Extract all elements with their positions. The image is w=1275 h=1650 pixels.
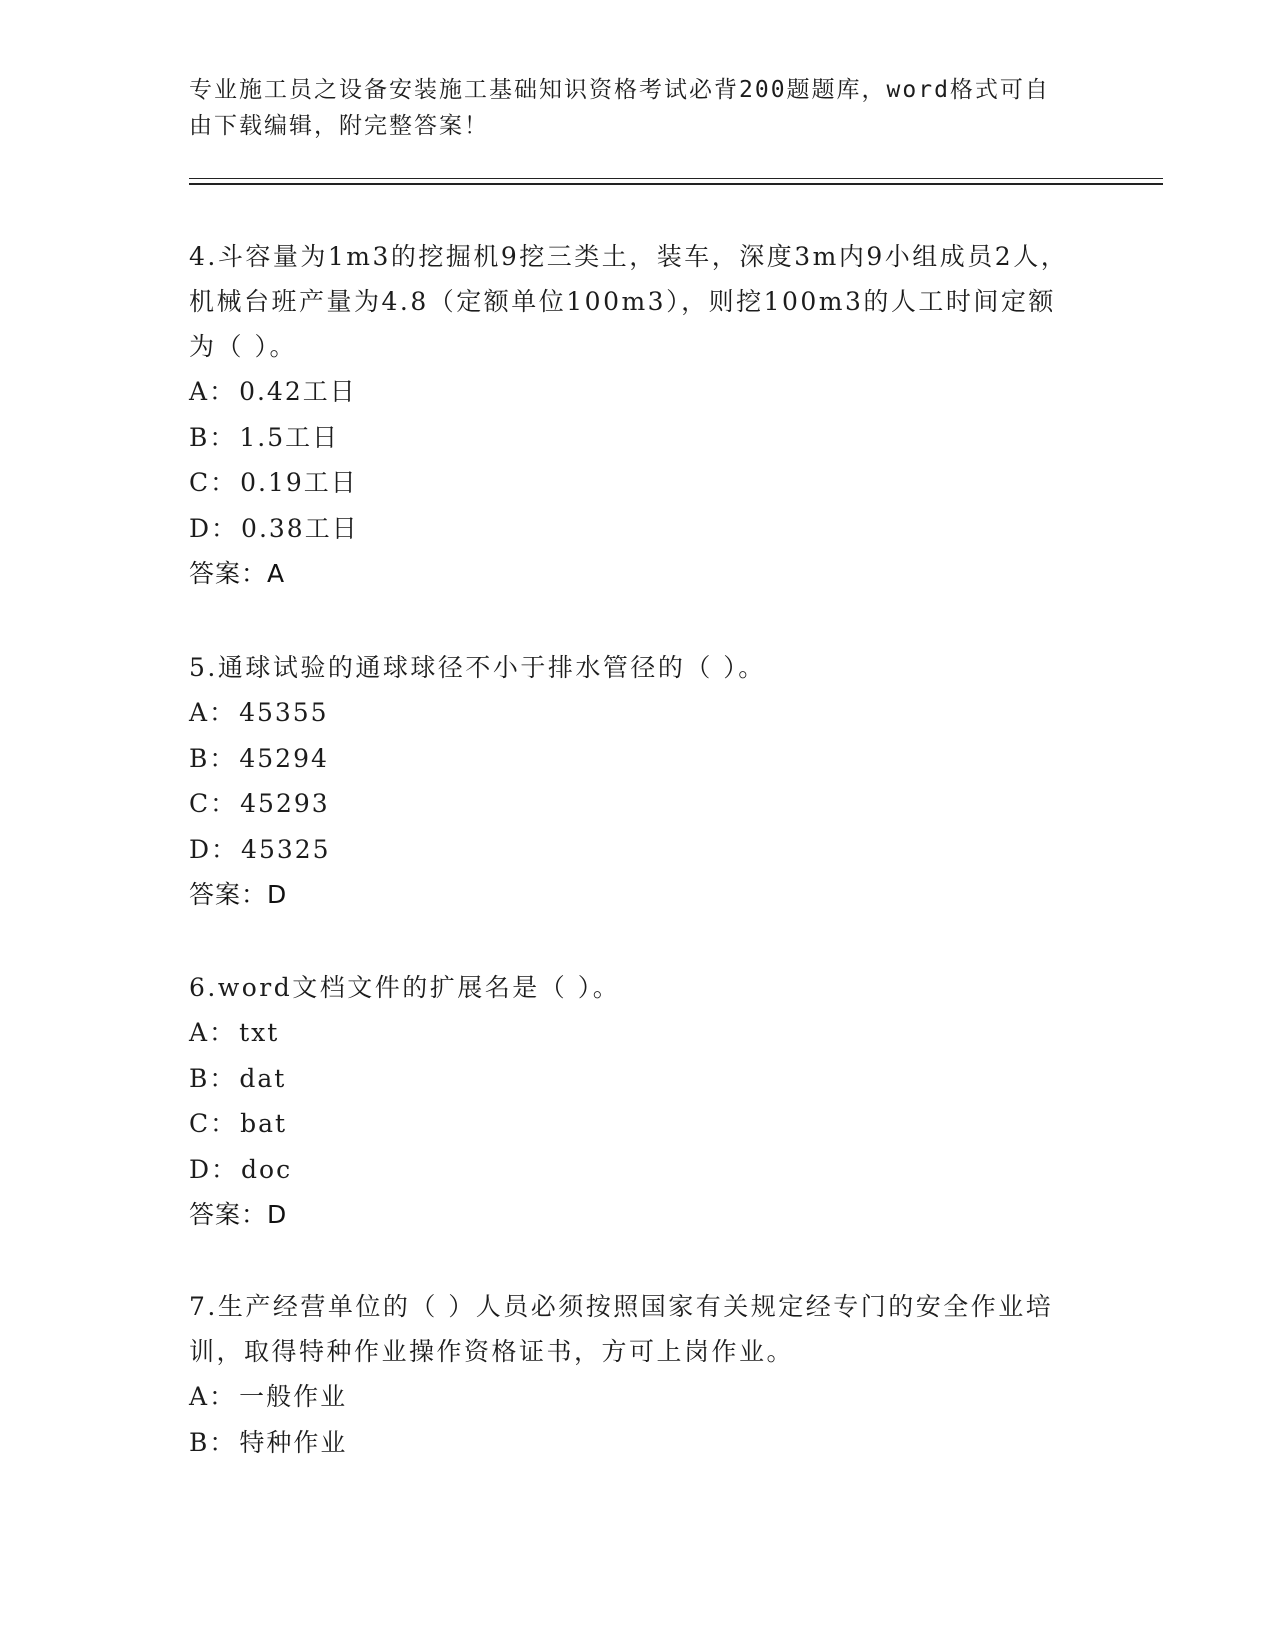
question-stem: 7.生产经营单位的（ ）人员必须按照国家有关规定经专门的安全作业培训，取得特种作业操作资格证书，方可上岗作业。 <box>189 1292 1054 1366</box>
option-separator: ： <box>209 1382 237 1411</box>
option-letter: C <box>189 1109 211 1138</box>
option-a <box>189 690 1069 736</box>
option-c <box>189 460 1069 506</box>
option-letter: B <box>189 1427 210 1457</box>
question-4 <box>189 234 1069 596</box>
option-b <box>189 736 1069 782</box>
option-separator: ： <box>209 377 237 406</box>
question-7 <box>189 1284 1069 1465</box>
option-b <box>189 1056 1069 1102</box>
option-text: txt <box>239 1018 280 1047</box>
header-divider-thin <box>189 178 1163 179</box>
option-letter: C <box>189 468 211 497</box>
option-text: 0.19工日 <box>240 468 358 497</box>
question-5 <box>189 645 1069 917</box>
option-separator: ： <box>209 1427 237 1457</box>
option-text: 0.42工日 <box>239 377 357 406</box>
answer-line: 答案：A <box>189 559 286 588</box>
option-a <box>189 369 1069 415</box>
option-b <box>189 415 1069 461</box>
option-d <box>189 506 1069 552</box>
option-separator: ： <box>211 1154 239 1184</box>
option-text: doc <box>241 1154 293 1184</box>
option-separator: ： <box>209 743 237 773</box>
option-a <box>189 1374 1069 1420</box>
option-separator: ： <box>209 422 237 452</box>
option-separator: ： <box>209 698 237 727</box>
option-b <box>189 1420 1069 1466</box>
option-text: 45293 <box>240 789 330 818</box>
option-letter: D <box>189 1154 212 1184</box>
option-text: 45294 <box>239 743 329 773</box>
document-header: 专业施工员之设备安装施工基础知识资格考试必背200题题库，word格式可自由下载编辑，附完整答案！ <box>189 77 1050 139</box>
option-text: 一般作业 <box>239 1382 348 1411</box>
option-c <box>189 781 1069 827</box>
option-letter: A <box>189 698 210 727</box>
option-letter: B <box>189 743 210 773</box>
option-text: 0.38工日 <box>241 513 359 543</box>
question-6 <box>189 965 1069 1237</box>
option-letter: B <box>189 1063 210 1093</box>
option-text: 1.5工日 <box>239 422 340 452</box>
header-divider-thick <box>189 183 1163 185</box>
option-text: dat <box>239 1063 287 1093</box>
question-stem: 6.word文档文件的扩展名是（ ）。 <box>189 973 621 1002</box>
option-letter: D <box>189 834 212 864</box>
option-letter: C <box>189 789 211 818</box>
option-letter: A <box>189 1018 210 1047</box>
option-d <box>189 827 1069 873</box>
option-separator: ： <box>211 513 239 543</box>
option-separator: ： <box>210 1109 238 1138</box>
option-c <box>189 1101 1069 1147</box>
option-a <box>189 1010 1069 1056</box>
option-letter: A <box>189 377 210 406</box>
answer-line: 答案：D <box>189 1200 288 1229</box>
option-text: 45325 <box>241 834 331 864</box>
question-stem: 5.通球试验的通球球径不小于排水管径的（ ）。 <box>189 653 766 682</box>
option-separator: ： <box>209 1063 237 1093</box>
option-letter: D <box>189 513 212 543</box>
option-letter: B <box>189 422 210 452</box>
option-letter: A <box>189 1382 210 1411</box>
option-text: 特种作业 <box>239 1427 348 1457</box>
option-separator: ： <box>211 834 239 864</box>
option-d <box>189 1147 1069 1193</box>
answer-line: 答案：D <box>189 880 288 909</box>
option-separator: ： <box>210 789 238 818</box>
option-text: 45355 <box>239 698 329 727</box>
question-stem: 4.斗容量为1m3的挖掘机9挖三类土，装车，深度3m内9小组成员2人，机械台班产量为4.8（定额单位100m3），则挖100m3的人工时间定额为（ ）。 <box>189 242 1069 361</box>
option-text: bat <box>240 1109 288 1138</box>
option-separator: ： <box>209 1018 237 1047</box>
option-separator: ： <box>210 468 238 497</box>
